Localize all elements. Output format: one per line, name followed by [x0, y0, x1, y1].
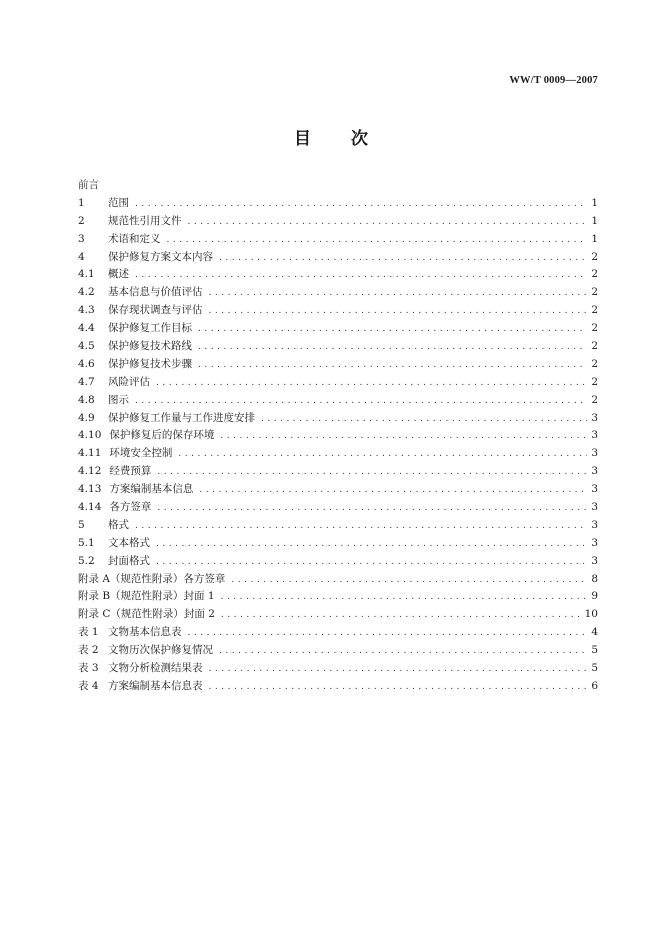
toc-entry[interactable]: [78, 266, 598, 284]
toc-dot-leader: [209, 682, 588, 692]
toc-entry-label: 范围: [108, 196, 129, 209]
toc-entry-label: 保护修复工作量与工作进度安排: [108, 411, 255, 424]
toc-entry[interactable]: [78, 606, 598, 624]
toc-entry-number: 5.2: [78, 554, 95, 567]
toc-entry-label: 前言: [78, 179, 99, 191]
toc-dot-leader: [198, 324, 587, 334]
title-char-2: 次: [351, 129, 368, 149]
toc-entry-label: 规范性引用文件: [108, 214, 182, 227]
toc-entry-label: 文物基本信息表: [108, 626, 182, 639]
toc-dot-leader: [199, 485, 587, 495]
toc-entry-label: 经费预算: [109, 465, 152, 478]
toc-dot-leader: [188, 628, 588, 638]
toc-entry-label: 封面格式: [108, 554, 150, 567]
toc-entry-label: 各方签章: [109, 501, 152, 514]
toc-entry-number: 5: [78, 518, 85, 531]
toc-entry[interactable]: [78, 553, 598, 571]
toc-dot-leader: [135, 199, 587, 209]
toc-entry-number: 表 4: [78, 679, 99, 692]
toc-entry[interactable]: [78, 177, 598, 195]
toc-entry-number: 3: [78, 232, 85, 245]
toc-entry[interactable]: [78, 499, 598, 517]
toc-entry-label: 保存现状调查与评估: [108, 304, 203, 317]
toc-entry-page: 3: [591, 501, 598, 514]
toc-entry[interactable]: [78, 392, 598, 410]
toc-entry-page: 3: [591, 447, 598, 460]
toc-dot-leader: [219, 253, 587, 263]
toc-entry-label: 概述: [108, 268, 129, 281]
toc-entry[interactable]: [78, 624, 598, 642]
toc-dot-leader: [157, 503, 587, 513]
toc-dot-leader: [156, 378, 587, 388]
toc-entry-number: 4: [78, 250, 85, 263]
toc-dot-leader: [135, 521, 587, 531]
toc-entry-number: 4.13: [78, 483, 102, 496]
toc-entry-label: 方案编制基本信息: [109, 483, 194, 496]
toc-dot-leader: [209, 288, 588, 298]
toc-entry[interactable]: [78, 481, 598, 499]
toc-dot-leader: [135, 396, 587, 406]
toc-entry-page: 5: [591, 662, 598, 675]
toc-entry[interactable]: [78, 678, 598, 696]
document-code: WW/T 0009—2007: [509, 75, 598, 86]
toc-entry-page: 8: [591, 572, 598, 585]
toc-entry-page: 2: [591, 304, 598, 317]
toc-entry-page: 2: [591, 268, 598, 281]
toc-entry-label: 保护修复技术步骤: [108, 357, 192, 370]
toc-entry-page: 2: [591, 340, 598, 353]
toc-entry-page: 3: [591, 483, 598, 496]
toc-entry-page: 10: [584, 608, 598, 621]
toc-dot-leader: [198, 342, 587, 352]
toc-dot-leader: [156, 539, 587, 549]
toc-entry-number: 4.2: [78, 286, 95, 299]
toc-entry-page: 3: [591, 536, 598, 549]
toc-entry-label: 文物分析检测结果表: [108, 662, 203, 675]
toc-entry-label: 附录 C（规范性附录）封面 2: [78, 608, 215, 621]
toc-entry-page: 2: [591, 286, 598, 299]
toc-entry[interactable]: [78, 302, 598, 320]
toc-dot-leader: [156, 557, 587, 567]
toc-entry-number: 4.7: [78, 375, 95, 388]
toc-entry-page: 4: [591, 626, 598, 639]
toc-entry-number: 4.1: [78, 268, 95, 281]
toc-entry-label: 术语和定义: [108, 232, 161, 245]
toc-dot-leader: [167, 235, 588, 245]
toc-dot-leader: [209, 306, 588, 316]
toc-entry[interactable]: [78, 374, 598, 392]
toc-entry-page: 3: [591, 554, 598, 567]
toc-entry-page: 2: [591, 393, 598, 406]
toc-entry[interactable]: [78, 338, 598, 356]
toc-entry[interactable]: [78, 427, 598, 445]
toc-entry-label: 保护修复方案文本内容: [108, 250, 213, 263]
toc-entry-number: 4.6: [78, 357, 95, 370]
toc-entry-page: 3: [591, 429, 598, 442]
toc-dot-leader: [135, 270, 587, 280]
toc-entry-number: 表 2: [78, 644, 99, 657]
title-char-1: 目: [294, 129, 311, 149]
toc-entry-page: 2: [591, 357, 598, 370]
toc-entry[interactable]: [78, 660, 598, 678]
toc-entry[interactable]: [78, 284, 598, 302]
toc-entry-label: 图示: [108, 393, 129, 406]
toc-entry-number: 表 3: [78, 662, 99, 675]
toc-entry-page: 2: [591, 375, 598, 388]
toc-entry-number: 表 1: [78, 626, 99, 639]
toc-entry-label: 环境安全控制: [109, 447, 173, 460]
toc-entry-number: 4.12: [78, 465, 102, 478]
toc-entry-page: 2: [591, 250, 598, 263]
toc-entry[interactable]: [78, 410, 598, 428]
toc-entry-page: 3: [591, 411, 598, 424]
toc-entry[interactable]: [78, 571, 598, 589]
toc-entry[interactable]: [78, 320, 598, 338]
toc-entry-page: 1: [591, 196, 598, 209]
toc-entry[interactable]: [78, 463, 598, 481]
toc-entry-number: 1: [78, 196, 85, 209]
toc-entry-page: 2: [591, 322, 598, 335]
toc-dot-leader: [261, 414, 587, 424]
toc-entry-label: 文物历次保护修复情况: [108, 644, 213, 657]
toc-entry-label: 方案编制基本信息表: [108, 679, 203, 692]
toc-entry[interactable]: [78, 535, 598, 553]
toc-entry-page: 3: [591, 465, 598, 478]
toc-entry-label: 保护修复技术路线: [108, 340, 192, 353]
toc-entry-page: 5: [591, 644, 598, 657]
toc-entry-label: 保护修复工作目标: [108, 322, 192, 335]
toc-entry[interactable]: [78, 356, 598, 374]
toc-dot-leader: [157, 467, 587, 477]
toc-entry[interactable]: [78, 231, 598, 249]
toc-entry-label: 基本信息与价值评估: [108, 286, 203, 299]
toc-dot-leader: [221, 610, 582, 620]
toc-dot-leader: [209, 664, 588, 674]
toc-entry-number: 2: [78, 214, 85, 227]
toc-entry[interactable]: [78, 445, 598, 463]
toc-entry[interactable]: [78, 195, 598, 213]
toc-entry-number: 4.9: [78, 411, 95, 424]
toc-dot-leader: [188, 217, 588, 227]
toc-dot-leader: [178, 449, 587, 459]
toc-entry-label: 风险评估: [108, 375, 150, 388]
toc-entry[interactable]: [78, 588, 598, 606]
toc-entry-page: 1: [591, 214, 598, 227]
toc-entry-number: 4.4: [78, 322, 95, 335]
toc-entry-label: 格式: [108, 518, 129, 531]
toc-entry-label: 附录 A（规范性附录）各方签章: [78, 572, 226, 585]
toc-entry[interactable]: [78, 213, 598, 231]
toc-entry-page: 1: [591, 232, 598, 245]
toc-entry-label: 文本格式: [108, 536, 150, 549]
toc-entry-number: 5.1: [78, 536, 95, 549]
toc-entry-label: 附录 B（规范性附录）封面 1: [78, 590, 215, 603]
page-title: [0, 124, 662, 149]
toc-dot-leader: [198, 360, 587, 370]
toc-entry[interactable]: [78, 249, 598, 267]
toc-dot-leader: [219, 646, 587, 656]
toc-entry-number: 4.10: [78, 429, 102, 442]
toc-entry-number: 4.5: [78, 340, 95, 353]
toc-entry-number: 4.11: [78, 447, 102, 460]
toc-entry[interactable]: [78, 517, 598, 535]
toc-dot-leader: [231, 575, 587, 585]
toc-entry-page: 6: [591, 679, 598, 692]
toc-entry-number: 4.8: [78, 393, 95, 406]
table-of-contents: [78, 177, 598, 696]
toc-entry-number: 4.14: [78, 501, 102, 514]
toc-entry-page: 3: [591, 518, 598, 531]
toc-entry[interactable]: [78, 642, 598, 660]
toc-entry-page: 9: [591, 590, 598, 603]
toc-dot-leader: [220, 431, 587, 441]
toc-dot-leader: [221, 592, 587, 602]
toc-entry-label: 保护修复后的保存环境: [109, 429, 215, 442]
toc-entry-number: 4.3: [78, 304, 95, 317]
